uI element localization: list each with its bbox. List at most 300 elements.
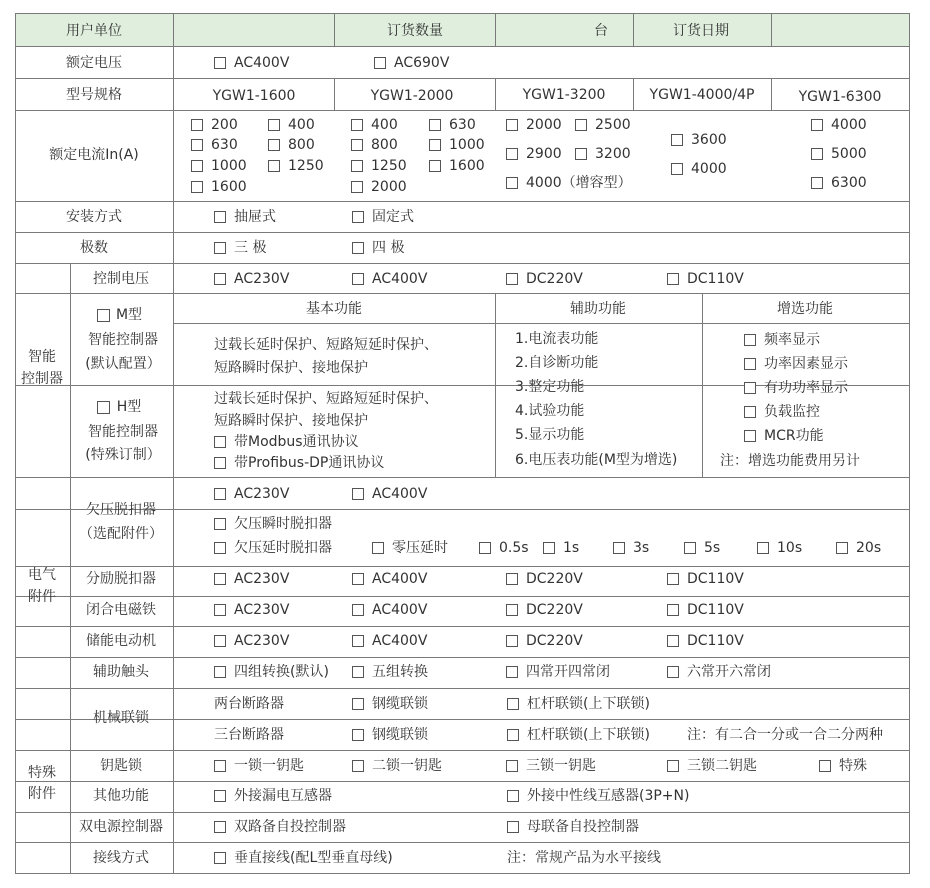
special-key-locks-2-checkbox[interactable] — [506, 758, 596, 774]
checkbox-box[interactable] — [214, 518, 226, 530]
checkbox-box[interactable] — [811, 148, 823, 160]
checkbox-box[interactable] — [351, 119, 363, 131]
electric-delay-checkbox[interactable] — [214, 540, 332, 556]
electric-delays-0-checkbox[interactable] — [479, 540, 529, 556]
checkbox-label: 4000 — [691, 161, 727, 177]
grid-line — [702, 293, 703, 478]
checkbox-box[interactable] — [214, 488, 226, 500]
checkbox-box[interactable] — [506, 148, 518, 160]
checkbox-box[interactable] — [191, 139, 203, 151]
smart-controller-aux-functions-4-text: 5.显示功能 — [515, 427, 585, 443]
checkbox-box[interactable] — [214, 436, 226, 448]
checkbox-box[interactable] — [506, 119, 518, 131]
electric-aux-contacts-0-checkbox[interactable] — [214, 664, 329, 680]
checkbox-box[interactable] — [506, 760, 518, 772]
checkbox-box[interactable] — [811, 177, 823, 189]
rated-current-m3200-4-checkbox[interactable] — [506, 175, 632, 191]
checkbox-label: DC220V — [526, 571, 583, 587]
smart-controller-control-voltage-3-checkbox[interactable] — [667, 271, 744, 287]
poles-options-0-checkbox[interactable] — [214, 240, 266, 256]
electric-motor-ac230v-checkbox[interactable] — [214, 633, 289, 649]
unit-tai-label: 台 — [594, 23, 608, 39]
rated-current-m3200-0-checkbox[interactable] — [506, 117, 562, 133]
checkbox-label: 1s — [563, 540, 580, 556]
checkbox-label: 抽屉式 — [234, 209, 276, 225]
checkbox-box[interactable] — [744, 406, 756, 418]
checkbox-box[interactable] — [507, 790, 519, 802]
checkbox-box[interactable] — [819, 760, 831, 772]
checkbox-label: AC400V — [234, 55, 290, 71]
smart-controller-m-basic-0-text: 过载长延时保护、短路短延时保护、 — [214, 337, 438, 353]
checkbox-box[interactable] — [506, 273, 518, 285]
checkbox-box[interactable] — [352, 698, 364, 710]
checkbox-box[interactable] — [507, 821, 519, 833]
checkbox-label: DC220V — [526, 271, 583, 287]
checkbox-label: 外接漏电互感器 — [234, 788, 332, 804]
electric-delays-2-checkbox[interactable] — [613, 540, 649, 556]
smart-controller-aux-functions-1-text: 2.自诊断功能 — [515, 355, 599, 371]
order-date-label: 订货日期 — [673, 23, 729, 39]
checkbox-label: 2500 — [595, 117, 631, 133]
poles-options-1-checkbox[interactable] — [352, 240, 404, 256]
rated-current-m2000-1-checkbox[interactable] — [429, 117, 476, 133]
checkbox-box[interactable] — [374, 57, 386, 69]
rated-current-m1600-1-checkbox[interactable] — [268, 117, 315, 133]
checkbox-label: 欠压瞬时脱扣器 — [234, 516, 332, 532]
checkbox-label: DC220V — [526, 602, 583, 618]
rated-current-m1600-3-checkbox[interactable] — [268, 137, 315, 153]
model-models-4-text: YGW1-6300 — [798, 89, 882, 105]
checkbox-box[interactable] — [479, 542, 491, 554]
checkbox-box[interactable] — [351, 139, 363, 151]
electric-delays-4-checkbox[interactable] — [757, 540, 802, 556]
smart-controller-label: 控制器 — [21, 371, 63, 387]
checkbox-label: 20s — [856, 540, 882, 556]
rated-current-m6300-1-checkbox[interactable] — [811, 146, 867, 162]
checkbox-box[interactable] — [214, 852, 226, 864]
checkbox-label: 钢缆联锁 — [372, 696, 428, 712]
checkbox-label: 630 — [211, 137, 238, 153]
checkbox-box[interactable] — [214, 57, 226, 69]
checkbox-box[interactable] — [352, 573, 364, 585]
electric-delays-3-checkbox[interactable] — [684, 540, 720, 556]
checkbox-label: DC110V — [687, 271, 744, 287]
checkbox-box[interactable] — [352, 729, 364, 741]
special-other-options-1-checkbox[interactable] — [507, 788, 689, 804]
checkbox-label: 800 — [288, 137, 315, 153]
rated-current-m1600-4-checkbox[interactable] — [191, 158, 247, 174]
electric-shunt-dc110v-checkbox[interactable] — [667, 571, 744, 587]
checkbox-box[interactable] — [744, 382, 756, 394]
electric-undervoltage-voltage-1-checkbox[interactable] — [352, 486, 427, 502]
smart-controller-control-voltage-2-checkbox[interactable] — [506, 271, 583, 287]
checkbox-box[interactable] — [667, 573, 679, 585]
checkbox-box[interactable] — [507, 698, 519, 710]
checkbox-label: DC110V — [687, 602, 744, 618]
checkbox-label: 一锁一钥匙 — [234, 758, 304, 774]
checkbox-label: 三 极 — [234, 240, 267, 256]
checkbox-label: 零压延时 — [392, 540, 448, 556]
electric-shunt-ac230v-checkbox[interactable] — [214, 571, 289, 587]
special-key-locks-4-checkbox[interactable] — [819, 758, 867, 774]
checkbox-box[interactable] — [214, 821, 226, 833]
electric-instant-checkbox[interactable] — [214, 516, 332, 532]
grid-line — [15, 13, 16, 874]
checkbox-label: 800 — [371, 137, 398, 153]
checkbox-label: AC230V — [234, 602, 290, 618]
grid-line — [15, 13, 910, 14]
checkbox-label: 4000（增容型） — [526, 175, 632, 191]
checkbox-box[interactable] — [214, 542, 226, 554]
checkbox-box[interactable] — [352, 604, 364, 616]
grid-line — [15, 812, 910, 813]
grid-line — [15, 263, 910, 264]
grid-line — [15, 781, 910, 782]
grid-line — [15, 477, 910, 478]
checkbox-box[interactable] — [214, 457, 226, 469]
smart-controller-aux-functions-0-text: 1.电流表功能 — [515, 331, 599, 347]
checkbox-box[interactable] — [744, 358, 756, 370]
special-wiring-option-checkbox[interactable] — [214, 850, 393, 866]
electric-aux-contacts-1-checkbox[interactable] — [352, 664, 428, 680]
checkbox-box[interactable] — [671, 163, 683, 175]
checkbox-label: 1000 — [449, 137, 485, 153]
smart-controller-control-voltage-0-checkbox[interactable] — [214, 271, 289, 287]
rated-current-m6300-0-checkbox[interactable] — [811, 117, 867, 133]
checkbox-label: 四常开四常闭 — [526, 664, 610, 680]
checkbox-label: AC400V — [372, 271, 428, 287]
checkbox-box[interactable] — [506, 177, 518, 189]
checkbox-box[interactable] — [507, 729, 519, 741]
smart-controller-basic-title-text: 基本功能 — [306, 301, 362, 317]
rated-current-m2000-6-checkbox[interactable] — [351, 179, 407, 195]
checkbox-label: 630 — [449, 117, 476, 133]
checkbox-label: MCR功能 — [764, 428, 824, 444]
special-key-locks-3-checkbox[interactable] — [667, 758, 757, 774]
rated-current-m6300-2-checkbox[interactable] — [811, 175, 867, 191]
checkbox-label: 4000 — [831, 117, 867, 133]
electric-closing-dc220v-checkbox[interactable] — [506, 602, 583, 618]
checkbox-box[interactable] — [352, 488, 364, 500]
checkbox-box[interactable] — [352, 242, 364, 254]
special-key-lock-label-text: 钥匙锁 — [100, 758, 142, 774]
checkbox-label: 双路备自投控制器 — [234, 819, 346, 835]
smart-controller-aux-functions-5-text: 6.电压表功能(M型为增选) — [515, 452, 678, 468]
electric-delays-1-checkbox[interactable] — [543, 540, 579, 556]
grid-line — [15, 201, 910, 202]
h-type-label: 智能控制器 — [88, 424, 158, 440]
smart-controller-m-basic-1-text: 短路瞬时保护、接地保护 — [214, 360, 368, 376]
checkbox-label: 六常开六常闭 — [687, 664, 771, 680]
checkbox-box[interactable] — [352, 211, 364, 223]
special-other-options-0-checkbox[interactable] — [214, 788, 332, 804]
rated-current-m3200-1-checkbox[interactable] — [575, 117, 631, 133]
smart-controller-extra-note-text: 注：增选功能费用另计 — [720, 453, 860, 469]
rated-current-m4000-0-checkbox[interactable] — [671, 132, 727, 148]
special-three-breakers-text: 三台断路器 — [214, 727, 284, 743]
rated-current-m2000-3-checkbox[interactable] — [429, 137, 485, 153]
grid-line — [173, 719, 910, 720]
smart-controller-extra-functions-4-checkbox[interactable] — [744, 428, 824, 444]
checkbox-box[interactable] — [352, 273, 364, 285]
checkbox-label: 垂直接线(配L型垂直母线) — [234, 850, 393, 866]
checkbox-label: 功率因素显示 — [764, 356, 848, 372]
checkbox-box[interactable] — [506, 604, 518, 616]
checkbox-box[interactable] — [268, 139, 280, 151]
smart-controller-h-basic-0-text: 过载长延时保护、短路短延时保护、 — [214, 391, 438, 407]
checkbox-label: 固定式 — [372, 209, 414, 225]
checkbox-label: 0.5s — [499, 540, 529, 556]
checkbox-box[interactable] — [214, 666, 226, 678]
electric-zero-delay-checkbox[interactable] — [372, 540, 448, 556]
checkbox-box[interactable] — [506, 573, 518, 585]
install-options-1-checkbox[interactable] — [352, 209, 414, 225]
electric-closing-ac400v-checkbox[interactable] — [352, 602, 427, 618]
checkbox-box[interactable] — [667, 666, 679, 678]
smart-controller-control-voltage-1-checkbox[interactable] — [352, 271, 427, 287]
grid-line — [15, 873, 910, 874]
smart-controller-extra-functions-3-checkbox[interactable] — [744, 404, 820, 420]
rated-current-m2000-2-checkbox[interactable] — [351, 137, 398, 153]
electric-motor-dc110v-checkbox[interactable] — [667, 633, 744, 649]
electric-shunt-dc220v-checkbox[interactable] — [506, 571, 583, 587]
checkbox-label: 5000 — [831, 146, 867, 162]
checkbox-box[interactable] — [214, 635, 226, 647]
model-models-0-text: YGW1-1600 — [212, 88, 296, 104]
smart-controller-aux-functions-2-text: 3.整定功能 — [515, 379, 585, 395]
smart-controller-h-options-0-checkbox[interactable] — [214, 434, 359, 450]
rated-voltage-options-0-checkbox[interactable] — [214, 55, 289, 71]
checkbox-label: 有功功率显示 — [764, 380, 848, 396]
checkbox-label: 10s — [777, 540, 803, 556]
checkbox-box[interactable] — [506, 635, 518, 647]
checkbox-box[interactable] — [744, 334, 756, 346]
grid-line — [15, 688, 910, 689]
checkbox-label: AC400V — [372, 486, 428, 502]
checkbox-box[interactable] — [214, 790, 226, 802]
checkbox-box[interactable] — [543, 542, 555, 554]
checkbox-box[interactable] — [214, 211, 226, 223]
smart-controller-aux-title-text: 辅助功能 — [570, 301, 626, 317]
grid-line — [15, 78, 910, 79]
h-type-label: H型 — [116, 399, 142, 415]
special-key-locks-0-checkbox[interactable] — [214, 758, 304, 774]
electric-aux-contacts-2-checkbox[interactable] — [506, 664, 610, 680]
electric-delays-5-checkbox[interactable] — [836, 540, 881, 556]
checkbox-box[interactable] — [372, 542, 384, 554]
electric-accessory-label: 电气 — [28, 567, 56, 583]
special-dual-options-1-checkbox[interactable] — [507, 819, 639, 835]
checkbox-label: 负载监控 — [764, 404, 820, 420]
smart-controller-extra-functions-1-checkbox[interactable] — [744, 356, 848, 372]
checkbox-box[interactable] — [575, 119, 587, 131]
model-models-1-text: YGW1-2000 — [370, 88, 454, 104]
special-wiring-label-text: 接线方式 — [93, 850, 149, 866]
undervoltage-label: （选配附件） — [79, 526, 163, 542]
order-qty-label: 订货数量 — [387, 23, 443, 39]
checkbox-label: 2000 — [371, 179, 407, 195]
checkbox-box[interactable] — [757, 542, 769, 554]
electric-accessory-label: 附件 — [28, 589, 56, 605]
special-two-cable-lock-checkbox[interactable] — [352, 696, 428, 712]
electric-motor-label-text: 储能电动机 — [86, 633, 156, 649]
checkbox-box[interactable] — [191, 181, 203, 193]
checkbox-label: DC110V — [687, 633, 744, 649]
checkbox-box[interactable] — [667, 604, 679, 616]
checkbox-label: 四 极 — [372, 240, 405, 256]
checkbox-box[interactable] — [671, 134, 683, 146]
electric-closing-label-text: 闭合电磁铁 — [86, 602, 156, 618]
checkbox-box[interactable] — [575, 148, 587, 160]
checkbox-box[interactable] — [667, 760, 679, 772]
checkbox-box[interactable] — [352, 635, 364, 647]
rated-current-m1600-2-checkbox[interactable] — [191, 137, 238, 153]
checkbox-label: 200 — [211, 117, 238, 133]
checkbox-label: 母联备自投控制器 — [527, 819, 639, 835]
checkbox-label: 400 — [288, 117, 315, 133]
checkbox-label: 400 — [371, 117, 398, 133]
checkbox-label: 钢缆联锁 — [372, 727, 428, 743]
h-type-label: (特殊订制） — [85, 447, 161, 463]
checkbox-box[interactable] — [214, 573, 226, 585]
special-other-label-text: 其他功能 — [93, 788, 149, 804]
m-type-label: M型 — [115, 307, 143, 323]
special-interlock-note-text: 注：有二合一分或一合二分两种 — [687, 727, 883, 743]
checkbox-box[interactable] — [429, 160, 441, 172]
grid-line — [495, 293, 496, 478]
rated-current-m1600-0-checkbox[interactable] — [191, 117, 238, 133]
undervoltage-label: 欠压脱扣器 — [86, 502, 156, 518]
checkbox-box[interactable] — [744, 430, 756, 442]
rated-voltage-options-1-checkbox[interactable] — [374, 55, 449, 71]
checkbox-label: DC220V — [526, 633, 583, 649]
smart-controller-aux-functions-3-text: 4.试验功能 — [515, 403, 585, 419]
checkbox-label: AC400V — [372, 602, 428, 618]
electric-aux-contacts-3-checkbox[interactable] — [667, 664, 771, 680]
checkbox-label: AC230V — [234, 486, 290, 502]
special-dual-options-0-checkbox[interactable] — [214, 819, 346, 835]
checkbox-box[interactable] — [613, 542, 625, 554]
checkbox-label: 3s — [633, 540, 650, 556]
checkbox-box[interactable] — [268, 160, 280, 172]
checkbox-box[interactable] — [191, 119, 203, 131]
special-three-cable-lock-checkbox[interactable] — [352, 727, 428, 743]
grid-line — [15, 657, 910, 658]
checkbox-label: 3600 — [691, 132, 727, 148]
smart-controller-control-voltage-label-text: 控制电压 — [93, 271, 149, 287]
checkbox-box[interactable] — [352, 760, 364, 772]
checkbox-label: 3200 — [595, 146, 631, 162]
checkbox-box[interactable] — [667, 635, 679, 647]
electric-motor-ac400v-checkbox[interactable] — [352, 633, 427, 649]
model-label-text: 型号规格 — [66, 87, 122, 103]
checkbox-label: AC400V — [372, 633, 428, 649]
checkbox-label: 2000 — [526, 117, 562, 133]
checkbox-box[interactable] — [811, 119, 823, 131]
electric-closing-dc110v-checkbox[interactable] — [667, 602, 744, 618]
special-three-lever-lock-checkbox[interactable] — [507, 727, 650, 743]
checkbox-label: DC110V — [687, 571, 744, 587]
checkbox-label: AC230V — [234, 633, 290, 649]
checkbox-label: 外接中性线互感器(3P+N) — [527, 788, 690, 804]
special-two-lever-lock-checkbox[interactable] — [507, 696, 650, 712]
checkbox-box[interactable] — [191, 160, 203, 172]
rated-current-m2000-0-checkbox[interactable] — [351, 117, 398, 133]
rated-current-m3200-2-checkbox[interactable] — [506, 146, 562, 162]
checkbox-box[interactable] — [268, 119, 280, 131]
checkbox-box[interactable] — [351, 181, 363, 193]
rated-voltage-label-text: 额定电压 — [66, 55, 122, 71]
special-wiring-note-text: 注：常规产品为水平接线 — [507, 850, 661, 866]
electric-undervoltage-voltage-0-checkbox[interactable] — [214, 486, 289, 502]
checkbox-label: 杠杆联锁(上下联锁) — [527, 696, 650, 712]
checkbox-box[interactable] — [684, 542, 696, 554]
checkbox-label: 二锁一钥匙 — [372, 758, 442, 774]
model-models-3-text: YGW1-4000/4P — [649, 87, 755, 103]
smart-controller-extra-functions-2-checkbox[interactable] — [744, 380, 848, 396]
install-options-0-checkbox[interactable] — [214, 209, 276, 225]
checkbox-label: 1250 — [288, 158, 324, 174]
user-unit-label: 用户单位 — [66, 23, 122, 39]
m-type-label: (默认配置） — [85, 356, 161, 372]
checkbox-label: 三锁一钥匙 — [526, 758, 596, 774]
checkbox-label: 2900 — [526, 146, 562, 162]
checkbox-label: 五组转换 — [372, 664, 428, 680]
checkbox-box[interactable] — [214, 604, 226, 616]
checkbox-box[interactable] — [429, 119, 441, 131]
smart-controller-h-basic-1-text: 短路瞬时保护、接地保护 — [214, 413, 368, 429]
rated-current-m2000-4-checkbox[interactable] — [351, 158, 407, 174]
checkbox-label: 1000 — [211, 158, 247, 174]
rated-current-m4000-1-checkbox[interactable] — [671, 161, 727, 177]
rated-current-m2000-5-checkbox[interactable] — [429, 158, 485, 174]
smart-controller-h-options-1-checkbox[interactable] — [214, 455, 384, 471]
electric-closing-ac230v-checkbox[interactable] — [214, 602, 289, 618]
checkbox-box[interactable] — [214, 273, 226, 285]
checkbox-label: 1600 — [449, 158, 485, 174]
checkbox-label: 四组转换(默认) — [234, 664, 329, 680]
checkbox-box[interactable] — [667, 273, 679, 285]
grid-line — [15, 293, 910, 294]
rated-current-m3200-3-checkbox[interactable] — [575, 146, 631, 162]
smart-controller-extra-title-text: 增选功能 — [777, 301, 833, 317]
poles-label-text: 极数 — [80, 240, 108, 256]
checkbox-box[interactable] — [429, 139, 441, 151]
checkbox-box[interactable] — [214, 760, 226, 772]
checkbox-label: 1250 — [371, 158, 407, 174]
electric-motor-dc220v-checkbox[interactable] — [506, 633, 583, 649]
grid-line — [15, 110, 910, 111]
checkbox-box[interactable] — [836, 542, 848, 554]
checkbox-box[interactable] — [351, 160, 363, 172]
checkbox-label: 频率显示 — [764, 332, 820, 348]
special-key-locks-1-checkbox[interactable] — [352, 758, 442, 774]
checkbox-box[interactable] — [506, 666, 518, 678]
checkbox-box[interactable] — [352, 666, 364, 678]
checkbox-label: 杠杆联锁(上下联锁) — [527, 727, 650, 743]
rated-current-m1600-6-checkbox[interactable] — [191, 179, 247, 195]
grid-line — [15, 626, 910, 627]
smart-controller-label: 智能 — [28, 349, 56, 365]
electric-shunt-ac400v-checkbox[interactable] — [352, 571, 427, 587]
smart-controller-extra-functions-0-checkbox[interactable] — [744, 332, 820, 348]
checkbox-box[interactable] — [214, 242, 226, 254]
rated-current-m1600-5-checkbox[interactable] — [268, 158, 324, 174]
grid-line — [173, 323, 910, 324]
install-label-text: 安装方式 — [66, 209, 122, 225]
grid-line — [173, 509, 910, 510]
electric-shunt-label-text: 分励脱扣器 — [86, 571, 156, 587]
